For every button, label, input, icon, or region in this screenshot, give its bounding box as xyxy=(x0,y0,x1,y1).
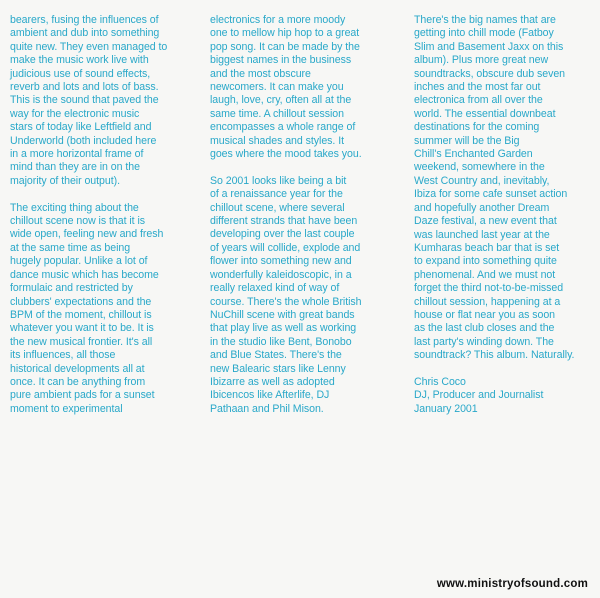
paragraph: There's the big names that are getting into chill mode (Fatboy Slim and Basement Jaxx on this album). Plus more great new soundtracks, obscure dub seven inches and the most far out electronica from all over the world. The essential downbeat destinations for the coming summer will be the Big Chill's Enchanted Garden weekend, somewhere in the West Country and, inevitably, Ibiza for some cafe sunset action and hopefully another Dream Daze festival, a new event that was launched last year at the Kumharas beach bar that is set to expand into something quite phenomenal. And we must not forget the third not-to-be-missed chillout session, happening at a house or flat near you as soon as the last club closes and the last party's winding down. The soundtrack? This album. Naturally. xyxy=(414,14,575,362)
paragraph: electronics for a more moody one to mellow hip hop to a great pop song. It can be made by the biggest names in the business and the most obscure newcomers. It can make you laugh, love, cry, often all at the same time. A chillout session encompasses a whole range of musical shades and styles. It goes where the mood takes you. xyxy=(210,14,362,161)
paragraph: The exciting thing about the chillout scene now is that it is wide open, feeling new and fresh at the same time as being hugely popular. Unlike a lot of dance music which has become formulaic and restricted by clubbers' expectations and the BPM of the moment, chillout is whatever you want it to be. It is the new musical frontier. It's all its influences, all those historical developments all at once. It can be anything from pure ambient pads for a sunset moment to experimental xyxy=(10,201,164,415)
text-column-3 xyxy=(414,14,590,416)
author-signature: Chris Coco DJ, Producer and Journalist January 2001 xyxy=(414,375,544,415)
website-url: www.ministryofsound.com xyxy=(436,578,588,590)
paragraph: So 2001 looks like being a bit of a renaissance year for the chillout scene, where several different strands that have been developing over the last couple of years will collide, explode and flower into something new and wonderfully kaleidoscopic, in a really relaxed kind of way of course. There's the whole British NuChill scene with great bands that play live as well as working in the studio like Bent, Bonobo and Blue States. There's the new Balearic stars like Lenny Ibizarre as well as adopted Ibicencos like Afterlife, DJ Pathaan and Phil Mison. xyxy=(210,174,362,415)
text-column-1 xyxy=(10,14,182,430)
text-column-2 xyxy=(210,14,382,430)
paragraph: bearers, fusing the influences of ambient and dub into something quite new. They even managed to make the music work live with judicious use of sound effects, reverb and lots and lots of bass. This is the sound that paved the way for the electronic music stars of today like Leftfield and Underworld (both included here in a more horizontal frame of mind than they are in on the majority of their output). xyxy=(10,14,168,187)
